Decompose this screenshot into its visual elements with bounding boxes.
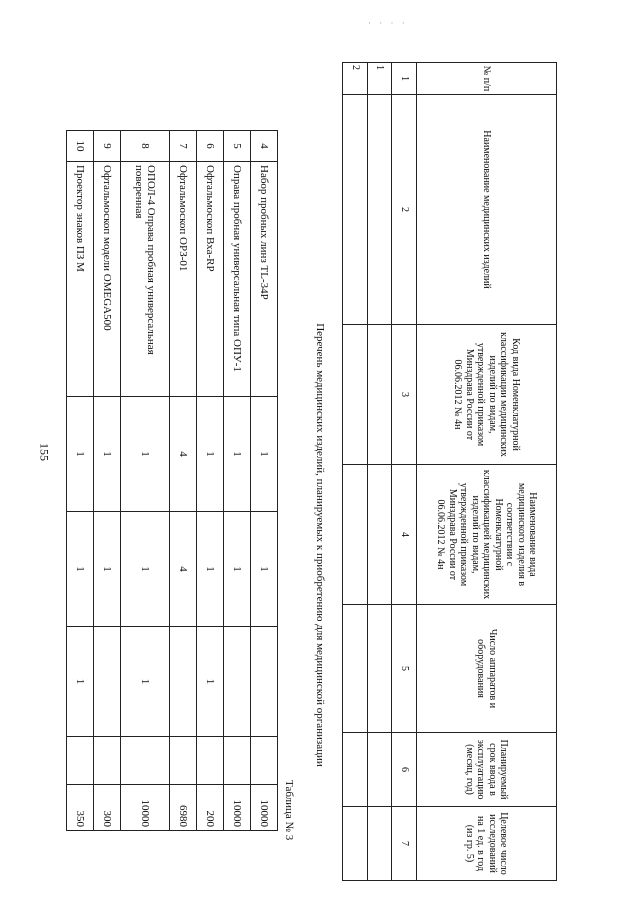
- table-row: [169, 131, 196, 831]
- table-cell-name: Оправа пробная универсальная типа ОПУ-1: [223, 162, 250, 397]
- table-cell-n: 5: [223, 131, 250, 162]
- column-number: 4: [392, 465, 417, 605]
- table-cell-c7: 200: [196, 785, 223, 831]
- table-cell-c4: 1: [196, 512, 223, 627]
- table-cell-c3: 1: [250, 397, 277, 512]
- table-cell-c3: 4: [169, 397, 196, 512]
- table-cell-c7: 350: [67, 785, 94, 831]
- table-cell-c3: 1: [223, 397, 250, 512]
- planned-equipment-table: [342, 62, 557, 880]
- table-cell: [343, 465, 368, 605]
- table-cell-c3: 1: [94, 397, 121, 512]
- column-header: Код вида Номенклатурной классификации медицинских изделий по видам, утвержденной приказом Минздрава России от 06.06.2012 № 4н: [417, 325, 557, 465]
- table-cell-c5: [250, 627, 277, 737]
- table-cell-c5: 1: [67, 627, 94, 737]
- table-cell: [343, 95, 368, 325]
- table-cell: [367, 605, 392, 733]
- table-cell-c3: 1: [67, 397, 94, 512]
- page-number: 155: [37, 443, 52, 461]
- scan-marks: · · · ·: [368, 18, 408, 28]
- table-cell: [367, 95, 392, 325]
- table-cell-n: 4: [250, 131, 277, 162]
- table-cell-c4: 1: [250, 512, 277, 627]
- table-cell-n: 10: [67, 131, 94, 162]
- table-cell-c3: 1: [196, 397, 223, 512]
- table-row: [121, 131, 170, 831]
- equipment-table: [66, 130, 278, 830]
- table-row: [223, 131, 250, 831]
- table-3-title: Перечень медицинских изделий, планируемых к приобретению для медицинской организации: [314, 323, 326, 767]
- table-cell-name: Проектор знаков ПЗ М: [67, 162, 94, 397]
- table-cell: [343, 807, 368, 881]
- column-number: 2: [392, 95, 417, 325]
- table-row: [343, 63, 368, 881]
- table-row: [250, 131, 277, 831]
- table-cell-name: Офтальмоскоп Вха-RP: [196, 162, 223, 397]
- table-cell: [367, 325, 392, 465]
- table-cell-name: Набор пробных линз TL-34P: [250, 162, 277, 397]
- table-cell: [343, 733, 368, 807]
- table-cell: [367, 465, 392, 605]
- table-3-label: Таблица № 3: [283, 780, 295, 841]
- table-cell-c6: [67, 737, 94, 785]
- column-number: 3: [392, 325, 417, 465]
- table-cell-c6: [196, 737, 223, 785]
- table-cell-n: 7: [169, 131, 196, 162]
- table-cell-c7: 10000: [121, 785, 170, 831]
- table-cell: [343, 325, 368, 465]
- table-cell-c5: [94, 627, 121, 737]
- table-cell-n: 6: [196, 131, 223, 162]
- table-row: [196, 131, 223, 831]
- column-number: 1: [392, 63, 417, 95]
- table-cell-name: Офтальмоскоп модели OMEGA500: [94, 162, 121, 397]
- column-numbers-row: [392, 63, 417, 881]
- table-cell-c5: [223, 627, 250, 737]
- table-cell-n: 9: [94, 131, 121, 162]
- table-cell-c4: 1: [67, 512, 94, 627]
- column-header: Планируемый срок ввода в эксплуатацию (месяц, год): [417, 733, 557, 807]
- table-cell: [367, 733, 392, 807]
- table-cell-n: 8: [121, 131, 170, 162]
- table-cell-c5: 1: [121, 627, 170, 737]
- table-cell-c3: 1: [121, 397, 170, 512]
- table-cell-c6: [121, 737, 170, 785]
- table-cell-c6: [94, 737, 121, 785]
- table-row: [367, 63, 392, 881]
- column-number: 6: [392, 733, 417, 807]
- table-cell-c6: [169, 737, 196, 785]
- column-number: 7: [392, 807, 417, 881]
- table-cell-c5: [169, 627, 196, 737]
- table-cell: [367, 807, 392, 881]
- table-cell-c4: 1: [223, 512, 250, 627]
- table-cell-c4: 4: [169, 512, 196, 627]
- table-cell-c6: [250, 737, 277, 785]
- table-cell-c7: 10000: [223, 785, 250, 831]
- table-cell: [343, 605, 368, 733]
- table-cell-c4: 1: [121, 512, 170, 627]
- table-cell-c4: 1: [94, 512, 121, 627]
- table-cell-c5: 1: [196, 627, 223, 737]
- table-cell-c6: [223, 737, 250, 785]
- table-cell-c7: 300: [94, 785, 121, 831]
- table-row: [94, 131, 121, 831]
- column-header: № п/п: [417, 63, 557, 95]
- column-header: Наименование вида медицинского изделия в соответствии с Номенклатурной классификацией медицинских изделий по видам, утвержденной приказом Минздрава России от 06.06.2012 № 4н: [417, 465, 557, 605]
- table-row: [67, 131, 94, 831]
- table-cell-name: ОПОЛ-4 Оправа пробная универсальная поверенная: [121, 162, 170, 397]
- row-number: 1: [367, 63, 392, 95]
- column-number: 5: [392, 605, 417, 733]
- table-cell-name: Офтальмоскоп ОРЗ-01: [169, 162, 196, 397]
- table-cell-c7: 10000: [250, 785, 277, 831]
- column-header: Целевое число исследований на 1 ед. в год (из гр. 5): [417, 807, 557, 881]
- table-cell-c7: 6980: [169, 785, 196, 831]
- row-number: 2: [343, 63, 368, 95]
- column-header: Наименование медицинских изделий: [417, 95, 557, 325]
- column-header: Число аппаратов и оборудования: [417, 605, 557, 733]
